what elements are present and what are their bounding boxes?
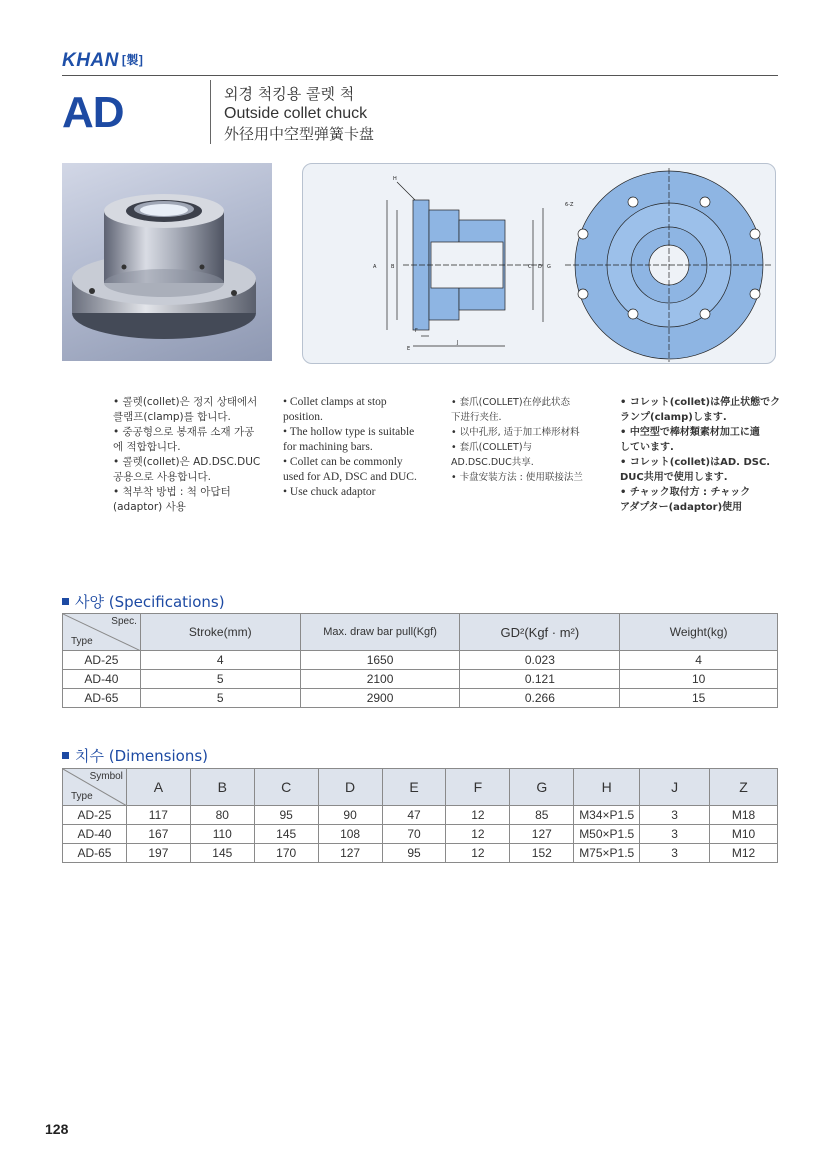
- collet-chuck-illustration: [62, 163, 272, 361]
- table-cell: M50×P1.5: [574, 825, 640, 844]
- column-header: A: [126, 769, 190, 806]
- column-header: D: [318, 769, 382, 806]
- column-header: Weight(kg): [620, 614, 778, 651]
- corner-cell: [63, 769, 127, 806]
- note-line: AD.DSC.DUC共享.: [451, 457, 534, 468]
- table-row: [63, 689, 778, 708]
- column-header: Stroke(mm): [140, 614, 300, 651]
- notes-english: [283, 395, 417, 500]
- column-header: J: [640, 769, 710, 806]
- table-cell: 95: [382, 844, 446, 863]
- table-cell: 145: [190, 844, 254, 863]
- label-b: B: [391, 264, 395, 270]
- label-j: J: [457, 340, 459, 346]
- table-cell: 10: [620, 670, 778, 689]
- table-cell: 5: [140, 689, 300, 708]
- note-line: for machining bars.: [283, 441, 373, 453]
- table-cell: M12: [710, 844, 778, 863]
- column-header: Max. draw bar pull(Kgf): [300, 614, 460, 651]
- table-cell: 12: [446, 825, 510, 844]
- column-header: C: [254, 769, 318, 806]
- table-cell: 12: [446, 806, 510, 825]
- note-line: position.: [283, 411, 323, 423]
- column-header: H: [574, 769, 640, 806]
- table-cell: 70: [382, 825, 446, 844]
- note-line: • The hollow type is suitable: [283, 426, 415, 438]
- model-code: AD: [62, 88, 124, 137]
- type-cell: AD-40: [63, 825, 127, 844]
- label-h: H: [393, 176, 397, 182]
- title-korean: 외경 척킹용 콜렛 척: [224, 85, 355, 103]
- note-line: • 중공형으로 봉재류 소재 가공: [113, 426, 255, 438]
- notes-japanese: [620, 395, 780, 515]
- table-cell: M75×P1.5: [574, 844, 640, 863]
- corner-type-label: Type: [71, 791, 93, 802]
- title-english: Outside collet chuck: [224, 105, 368, 122]
- type-cell: AD-40: [63, 670, 141, 689]
- column-header: G: [510, 769, 574, 806]
- table-cell: 80: [190, 806, 254, 825]
- table-cell: 167: [126, 825, 190, 844]
- product-titles: [224, 84, 374, 144]
- table-cell: 145: [254, 825, 318, 844]
- technical-drawing: [302, 163, 776, 364]
- table-cell: 0.121: [460, 670, 620, 689]
- table-header-row: [63, 769, 778, 806]
- note-line: • Collet can be commonly: [283, 456, 403, 468]
- column-header: Z: [710, 769, 778, 806]
- section-and-front-view: [303, 164, 776, 364]
- header-rule: [62, 75, 778, 76]
- table-cell: 47: [382, 806, 446, 825]
- bullet-square-icon: [62, 598, 69, 605]
- specifications-heading: [62, 591, 225, 612]
- note-line: • Use chuck adaptor: [283, 486, 376, 498]
- table-cell: 5: [140, 670, 300, 689]
- table-cell: 85: [510, 806, 574, 825]
- notes-chinese: [451, 395, 583, 485]
- note-line: アダプター(adaptor)使用: [620, 502, 743, 513]
- corner-cell: [63, 614, 141, 651]
- table-cell: M34×P1.5: [574, 806, 640, 825]
- corner-symbol-label: Symbol: [89, 771, 123, 782]
- corner-type-label: Type: [71, 636, 93, 647]
- table-cell: M18: [710, 806, 778, 825]
- column-header: B: [190, 769, 254, 806]
- table-row: [63, 806, 778, 825]
- brand-name: KHAN: [62, 50, 119, 71]
- column-header: GD²(Kgf · m²): [460, 614, 620, 651]
- table-cell: 95: [254, 806, 318, 825]
- table-cell: 2100: [300, 670, 460, 689]
- title-divider: [210, 80, 211, 144]
- type-cell: AD-65: [63, 689, 141, 708]
- note-line: DUC共用で使用します.: [620, 472, 728, 483]
- brand-logo: [62, 50, 143, 72]
- note-line: ランプ(clamp)します.: [620, 412, 727, 423]
- note-line: • コレット(collet)は停止状態でク: [620, 397, 781, 408]
- note-line: • 콜렛(collet)은 AD.DSC.DUC: [113, 456, 261, 468]
- type-cell: AD-25: [63, 806, 127, 825]
- table-cell: 4: [140, 651, 300, 670]
- table-cell: 117: [126, 806, 190, 825]
- note-line: 클램프(clamp)를 합니다.: [113, 411, 231, 423]
- specifications-title: 사양 (Specifications): [75, 593, 225, 611]
- table-cell: 110: [190, 825, 254, 844]
- table-cell: 0.266: [460, 689, 620, 708]
- table-cell: 12: [446, 844, 510, 863]
- note-line: • 套爪(COLLET)在停此状态: [451, 397, 571, 408]
- note-line: • 콜렛(collet)은 정지 상태에서: [113, 396, 258, 408]
- table-cell: 3: [640, 844, 710, 863]
- brand-mark: [製]: [121, 53, 144, 67]
- type-cell: AD-25: [63, 651, 141, 670]
- label-f: F: [415, 328, 418, 334]
- column-header: F: [446, 769, 510, 806]
- label-g: G: [547, 264, 551, 270]
- title-chinese: 外径用中空型弹簧卡盘: [224, 125, 375, 143]
- dimensions-table: [62, 768, 778, 863]
- table-cell: 4: [620, 651, 778, 670]
- note-line: (adaptor) 사용: [113, 501, 186, 513]
- table-cell: 108: [318, 825, 382, 844]
- table-row: [63, 651, 778, 670]
- table-cell: 127: [318, 844, 382, 863]
- note-line: 下进行夹住.: [451, 412, 502, 423]
- note-line: しています.: [620, 442, 674, 453]
- notes-korean: [113, 395, 260, 515]
- table-cell: 152: [510, 844, 574, 863]
- dimensions-heading: [62, 745, 208, 766]
- table-cell: 1650: [300, 651, 460, 670]
- corner-spec-label: Spec.: [111, 616, 137, 627]
- bullet-square-icon: [62, 752, 69, 759]
- note-line: • 척부착 방법 : 척 아답터: [113, 486, 231, 498]
- note-line: • 卡盘安装方法 : 使用联接法兰: [451, 472, 583, 483]
- dimensions-title: 치수 (Dimensions): [75, 747, 208, 765]
- note-line: • Collet clamps at stop: [283, 396, 387, 408]
- table-cell: 2900: [300, 689, 460, 708]
- label-d: D: [538, 264, 542, 270]
- label-a: A: [373, 264, 377, 270]
- table-cell: 3: [640, 825, 710, 844]
- note-line: • 以中孔形, 适于加工棒形材料: [451, 427, 580, 438]
- table-cell: M10: [710, 825, 778, 844]
- note-line: • コレット(collet)はAD. DSC.: [620, 457, 771, 468]
- table-header-row: [63, 614, 778, 651]
- label-e: E: [407, 346, 411, 352]
- label-c: C: [528, 264, 532, 270]
- note-line: used for AD, DSC and DUC.: [283, 471, 417, 483]
- table-cell: 15: [620, 689, 778, 708]
- table-cell: 127: [510, 825, 574, 844]
- note-line: 에 적합합니다.: [113, 441, 181, 453]
- note-line: 공용으로 사용합니다.: [113, 471, 211, 483]
- table-cell: 3: [640, 806, 710, 825]
- label-z: 6-Z: [565, 202, 574, 208]
- table-row: [63, 844, 778, 863]
- table-cell: 0.023: [460, 651, 620, 670]
- table-cell: 197: [126, 844, 190, 863]
- note-line: • 套爪(COLLET)与: [451, 442, 533, 453]
- table-row: [63, 825, 778, 844]
- column-header: E: [382, 769, 446, 806]
- table-cell: 170: [254, 844, 318, 863]
- note-line: • 中空型で棒材類素材加工に適: [620, 427, 760, 438]
- specifications-table: [62, 613, 778, 708]
- type-cell: AD-65: [63, 844, 127, 863]
- table-cell: 90: [318, 806, 382, 825]
- page-number: 128: [45, 1121, 69, 1137]
- note-line: • チャック取付方 : チャック: [620, 487, 751, 498]
- product-photo: [62, 163, 272, 361]
- table-row: [63, 670, 778, 689]
